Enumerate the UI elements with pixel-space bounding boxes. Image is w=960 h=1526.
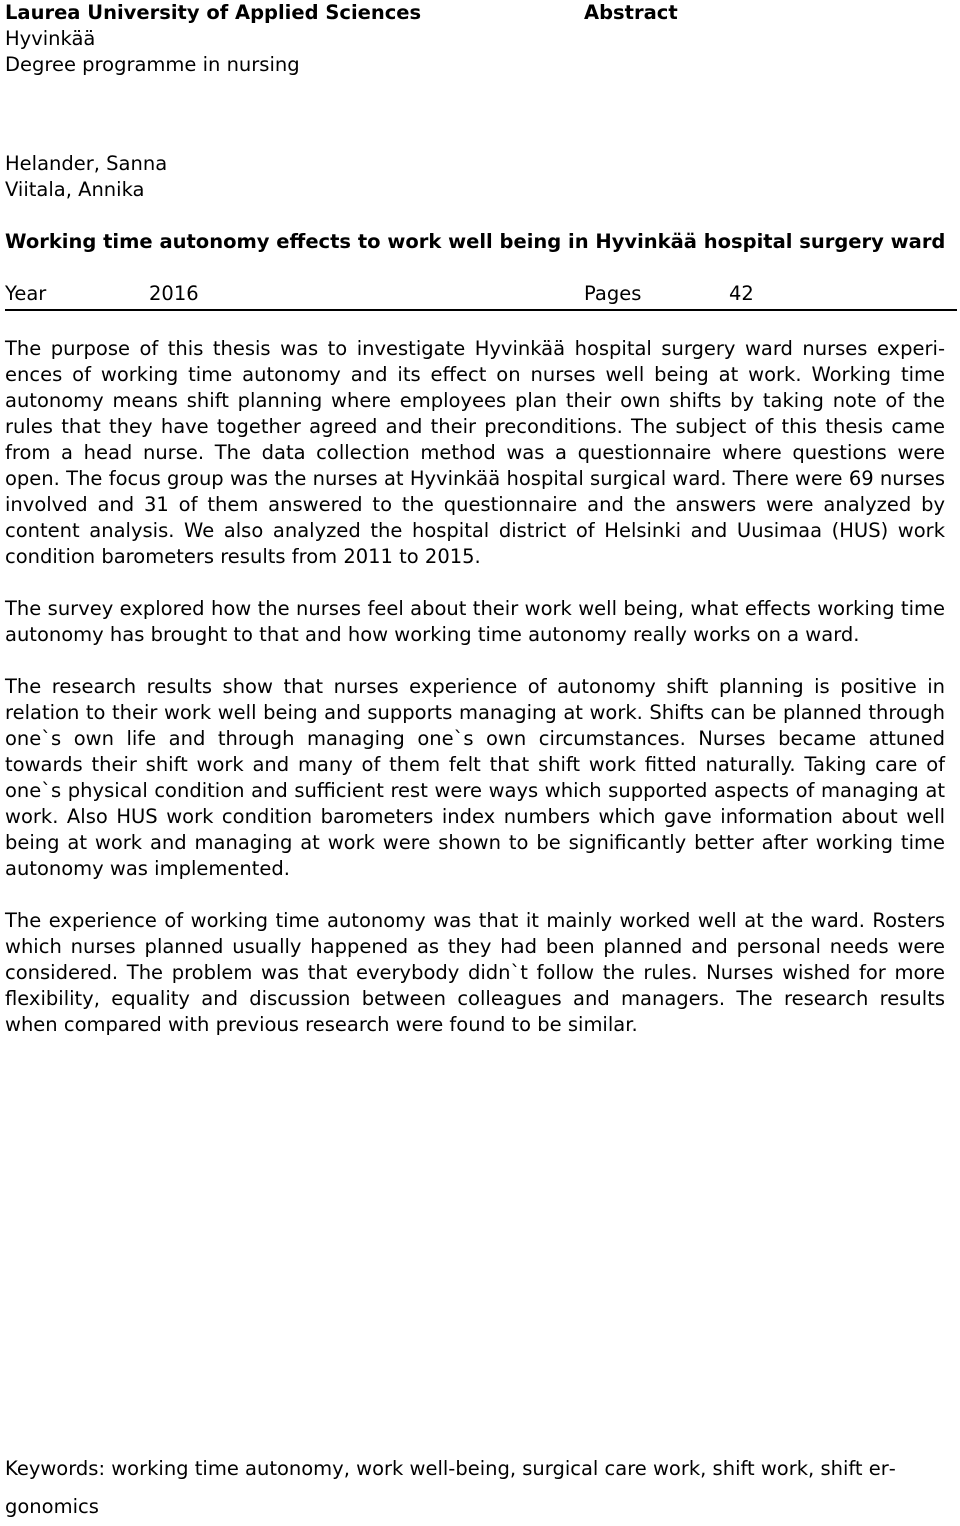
year-value: 2016: [149, 282, 199, 305]
institution-name: Laurea University of Applied Sciences: [5, 1, 422, 24]
author-name: Helander, Sanna: [5, 152, 168, 175]
year-label: Year: [5, 282, 47, 305]
keywords-line: Keywords: working time autonomy, work well-being, surgical care work, shift work, shift ergonomics: [5, 1457, 896, 1518]
institution-block: [5, 0, 421, 78]
meta-divider: [5, 309, 957, 311]
pages-label: Pages: [584, 282, 642, 305]
degree-programme: Degree programme in nursing: [5, 53, 300, 76]
abstract-page: [5, 0, 955, 1517]
meta-row: [5, 281, 955, 309]
abstract-paragraph: The research results show that nurses experience of autonomy shift planning is positive in relation to their work well being and supports managing at work. Shifts can be planned through one`s own life and through managing one`s own circumstances. Nurses became attuned towards their shift work and many of them felt that shift work fitted naturally. Taking care of one`s physical condition and sufficient rest were ways which supported aspects of managing at work. Also HUS work condition barometers index numbers which gave information about well being at work and managing at work were shown to be significantly better after working time autonomy was implemented.: [5, 675, 945, 880]
thesis-title: Working time autonomy effects to work well being in Hyvinkää hospital surgery ward: [5, 230, 946, 253]
abstract-paragraph: The survey explored how the nurses feel about their work well being, what effects working time autonomy has brought to that and how working time autonomy really works on a ward.: [5, 597, 945, 646]
campus-name: Hyvinkää: [5, 27, 96, 50]
abstract-body: [5, 336, 945, 1064]
abstract-paragraph: The purpose of this thesis was to investigate Hyvinkää hospital surgery ward nurses experiences of working time autonomy and its effect on nurses well being at work. Working time autonomy means shift planning where employees plan their own shifts by taking note of the rules that they have together agreed and their preconditions. The subject of this thesis came from a head nurse. The data collection method was a questionnaire where questions were open. The focus group was the nurses at Hyvinkää hospital surgical ward. There were 69 nurses involved and 31 of them answered to the questionnaire and the answers were analyzed by content analysis. We also analyzed the hospital district of Helsinki and Uusimaa (HUS) work condition barometers results from 2011 to 2015.: [5, 337, 945, 568]
abstract-paragraph: The experience of working time autonomy was that it mainly worked well at the ward. Rosters which nurses planned usually happened as they had been planned and personal needs were considered. The problem was that everybody didn`t follow the rules. Nurses wished for more flexibility, equality and discussion between colleagues and managers. The research results when compared with previous research were found to be similar.: [5, 909, 945, 1036]
author-name: Viitala, Annika: [5, 178, 145, 201]
authors-block: [5, 151, 167, 203]
document-type-heading: Abstract: [584, 1, 678, 24]
pages-value: 42: [729, 282, 754, 305]
